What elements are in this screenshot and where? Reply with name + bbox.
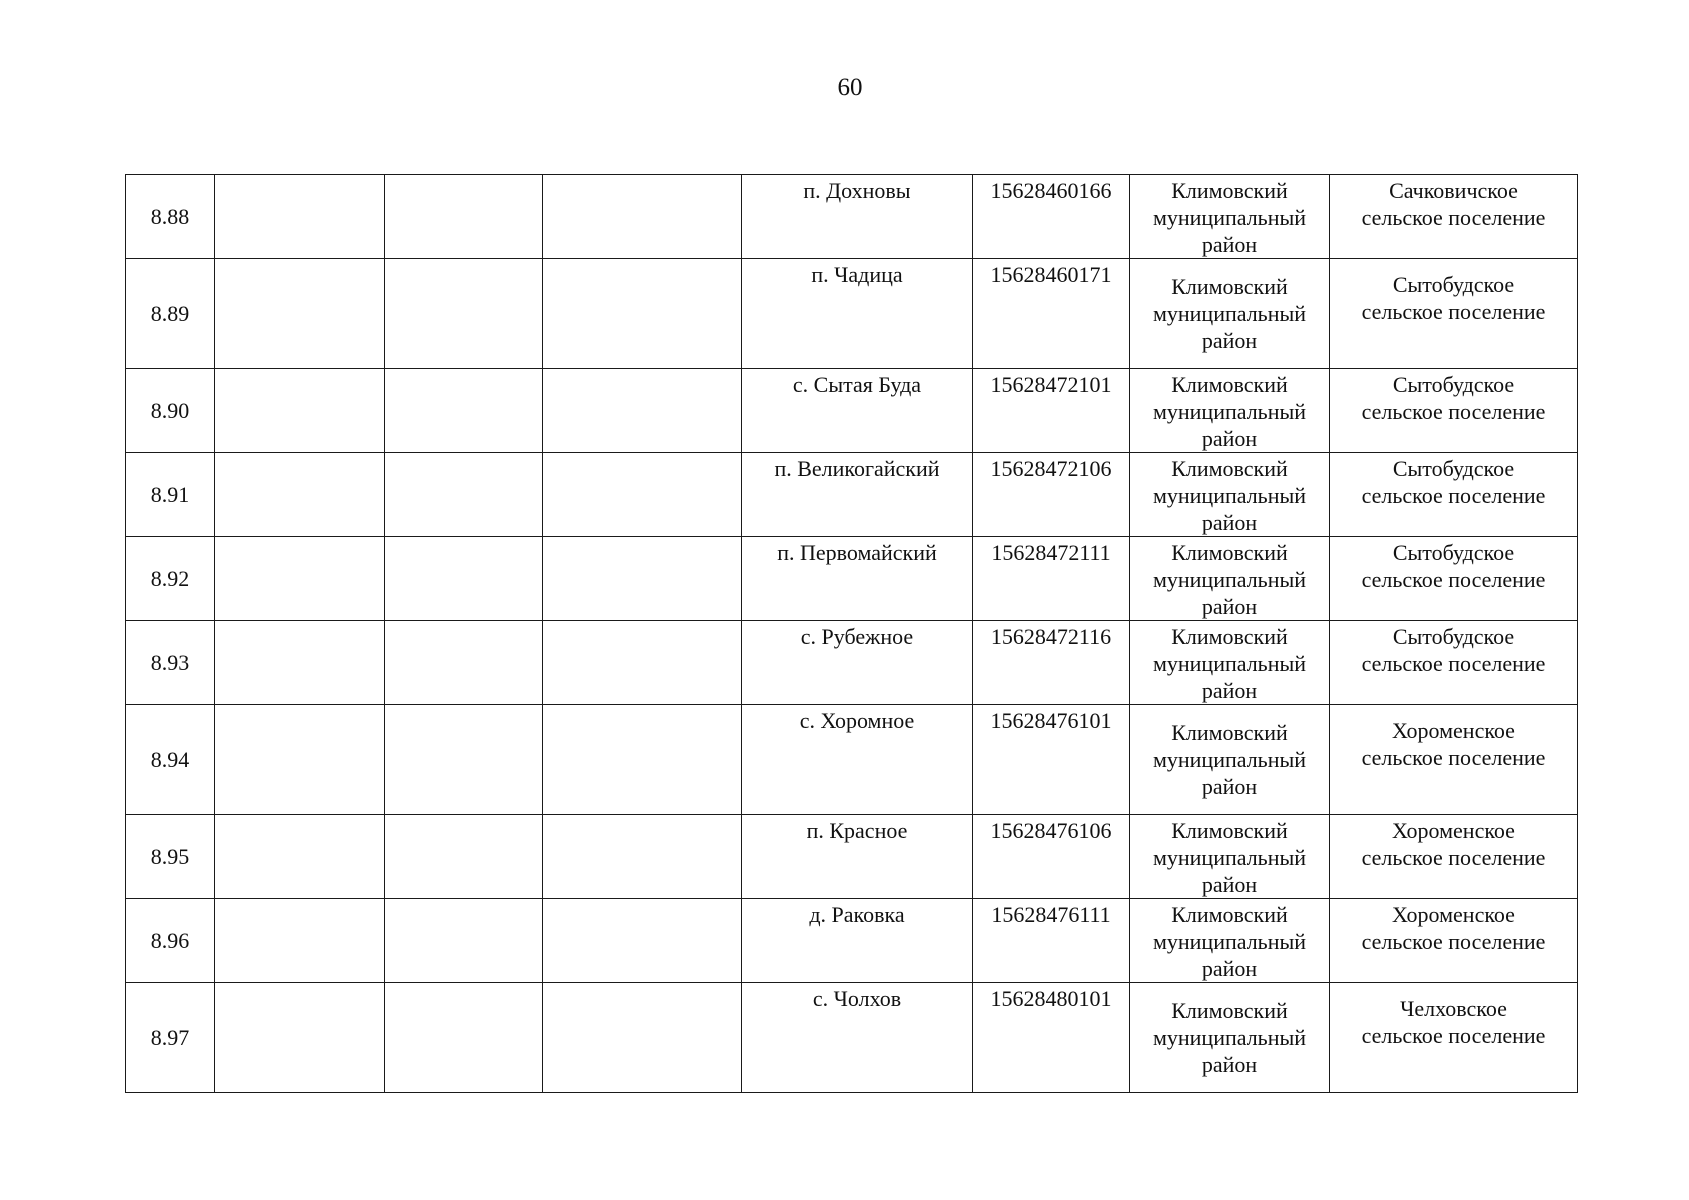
empty-cell: [215, 369, 385, 453]
table-row: [126, 705, 1578, 815]
locality-name: с. Сытая Буда: [742, 369, 973, 453]
row-number: 8.90: [126, 369, 215, 453]
oktmo-code: 15628476101: [973, 705, 1130, 815]
oktmo-code: 15628480101: [973, 983, 1130, 1093]
locality-name: п. Чадица: [742, 259, 973, 369]
municipal-district: Климовский муниципальный район: [1130, 259, 1330, 369]
table-row: [126, 899, 1578, 983]
empty-cell: [543, 369, 742, 453]
locality-name: д. Раковка: [742, 899, 973, 983]
empty-cell: [215, 453, 385, 537]
empty-cell: [215, 983, 385, 1093]
rural-settlement: Сытобудское сельское поселение: [1330, 453, 1578, 537]
empty-cell: [385, 815, 543, 899]
oktmo-code: 15628476111: [973, 899, 1130, 983]
locality-name: с. Хоромное: [742, 705, 973, 815]
empty-cell: [543, 621, 742, 705]
settlements-table: [125, 174, 1578, 1093]
table-row: [126, 815, 1578, 899]
oktmo-code: 15628460166: [973, 175, 1130, 259]
page-number: 60: [837, 74, 863, 101]
table-row: [126, 453, 1578, 537]
row-number: 8.92: [126, 537, 215, 621]
locality-name: с. Чолхов: [742, 983, 973, 1093]
empty-cell: [215, 815, 385, 899]
municipal-district: Климовский муниципальный район: [1130, 899, 1330, 983]
locality-name: п. Великогайский: [742, 453, 973, 537]
row-number: 8.93: [126, 621, 215, 705]
oktmo-code: 15628472111: [973, 537, 1130, 621]
row-number: 8.96: [126, 899, 215, 983]
municipal-district: Климовский муниципальный район: [1130, 705, 1330, 815]
rural-settlement: Челховское сельское поселение: [1330, 983, 1578, 1093]
table-row: [126, 175, 1578, 259]
empty-cell: [543, 537, 742, 621]
row-number: 8.97: [126, 983, 215, 1093]
empty-cell: [385, 705, 543, 815]
empty-cell: [543, 705, 742, 815]
table-row: [126, 259, 1578, 369]
empty-cell: [385, 259, 543, 369]
table-row: [126, 369, 1578, 453]
empty-cell: [385, 537, 543, 621]
empty-cell: [215, 899, 385, 983]
empty-cell: [385, 983, 543, 1093]
rural-settlement: Хороменское сельское поселение: [1330, 705, 1578, 815]
table-row: [126, 621, 1578, 705]
empty-cell: [543, 815, 742, 899]
empty-cell: [215, 621, 385, 705]
rural-settlement: Сытобудское сельское поселение: [1330, 621, 1578, 705]
municipal-district: Климовский муниципальный район: [1130, 537, 1330, 621]
municipal-district: Климовский муниципальный район: [1130, 369, 1330, 453]
locality-name: п. Дохновы: [742, 175, 973, 259]
locality-name: п. Красное: [742, 815, 973, 899]
empty-cell: [215, 537, 385, 621]
empty-cell: [543, 259, 742, 369]
row-number: 8.89: [126, 259, 215, 369]
empty-cell: [543, 983, 742, 1093]
rural-settlement: Сытобудское сельское поселение: [1330, 259, 1578, 369]
rural-settlement: Хороменское сельское поселение: [1330, 899, 1578, 983]
municipal-district: Климовский муниципальный район: [1130, 621, 1330, 705]
oktmo-code: 15628472106: [973, 453, 1130, 537]
municipal-district: Климовский муниципальный район: [1130, 815, 1330, 899]
empty-cell: [385, 453, 543, 537]
oktmo-code: 15628476106: [973, 815, 1130, 899]
empty-cell: [543, 899, 742, 983]
municipal-district: Климовский муниципальный район: [1130, 175, 1330, 259]
empty-cell: [215, 175, 385, 259]
row-number: 8.88: [126, 175, 215, 259]
empty-cell: [385, 175, 543, 259]
empty-cell: [543, 175, 742, 259]
oktmo-code: 15628460171: [973, 259, 1130, 369]
rural-settlement: Сачковичское сельское поселение: [1330, 175, 1578, 259]
oktmo-code: 15628472101: [973, 369, 1130, 453]
oktmo-code: 15628472116: [973, 621, 1130, 705]
locality-name: с. Рубежное: [742, 621, 973, 705]
empty-cell: [215, 259, 385, 369]
municipal-district: Климовский муниципальный район: [1130, 453, 1330, 537]
row-number: 8.94: [126, 705, 215, 815]
empty-cell: [215, 705, 385, 815]
empty-cell: [385, 369, 543, 453]
municipal-district: Климовский муниципальный район: [1130, 983, 1330, 1093]
row-number: 8.95: [126, 815, 215, 899]
rural-settlement: Сытобудское сельское поселение: [1330, 537, 1578, 621]
empty-cell: [385, 899, 543, 983]
empty-cell: [385, 621, 543, 705]
row-number: 8.91: [126, 453, 215, 537]
table-row: [126, 537, 1578, 621]
locality-name: п. Первомайский: [742, 537, 973, 621]
rural-settlement: Хороменское сельское поселение: [1330, 815, 1578, 899]
table-row: [126, 983, 1578, 1093]
empty-cell: [543, 453, 742, 537]
rural-settlement: Сытобудское сельское поселение: [1330, 369, 1578, 453]
